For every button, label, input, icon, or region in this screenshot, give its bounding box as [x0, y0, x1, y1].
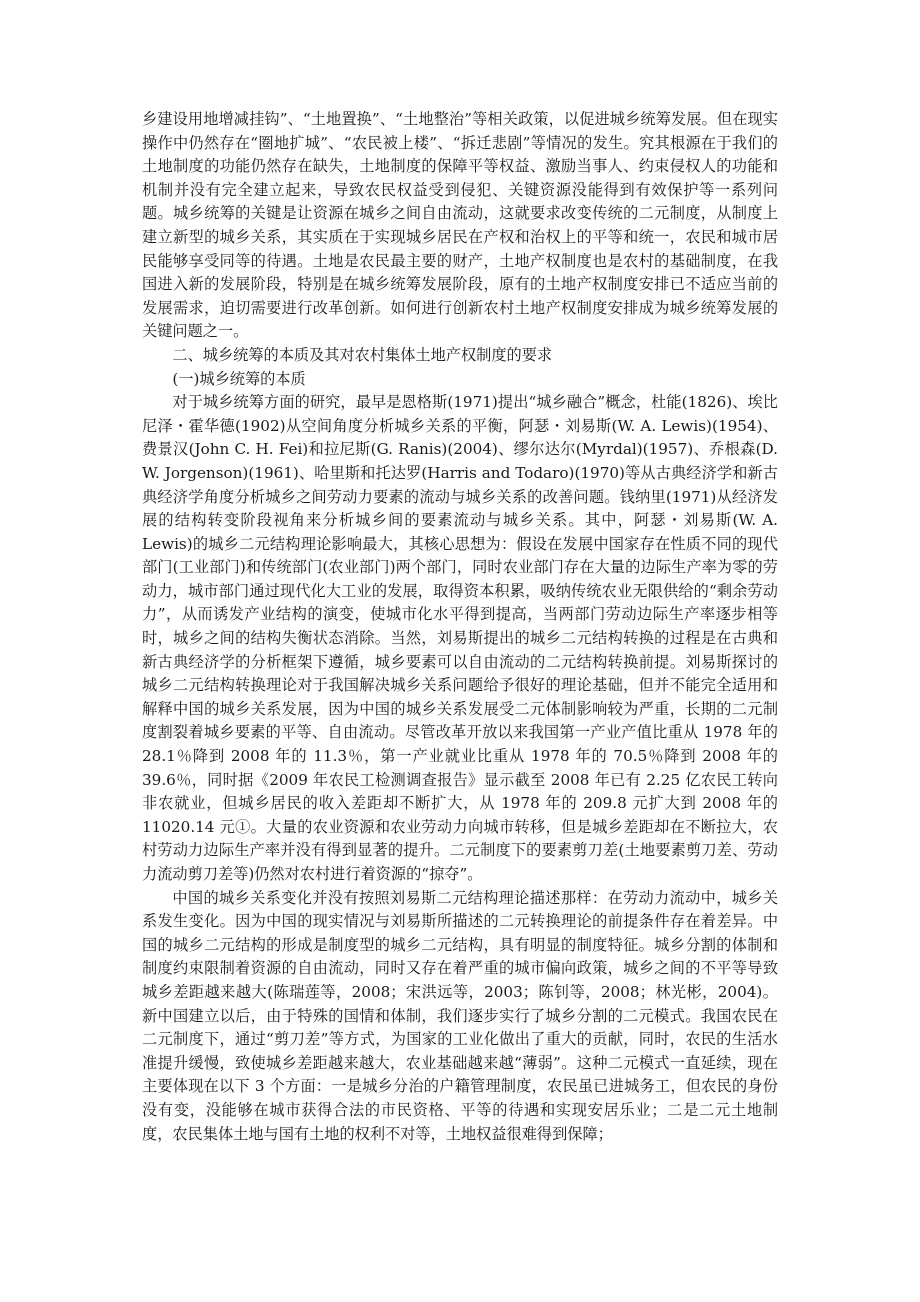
paragraph-research-review: 对于城乡统筹方面的研究，最早是恩格斯(1971)提出“城乡融合”概念，杜能(1826)、埃比尼泽・霍华德(1902)从空间角度分析城乡关系的平衡，阿瑟・刘易斯(W. A. Lewis)(1954)、费景汉(John C. H. Fei)和拉尼斯(G. Ranis)(2004)、缪尔达尔(Myrdal)(1957)、乔根森(D. W. Jorgenson)(1961)、哈里斯和托达罗(Harris and Todaro)(1970)等从古典经济学和新古典经济学角度分析城乡之间劳动力要素的流动与城乡关系的改善问题。钱纳里(1971)从经济发展的结构转变阶段视角来分析城乡间的要素流动与城乡关系。其中，阿瑟・刘易斯(W. A. Lewis)的城乡二元结构理论影响最大，其核心思想为：假设在发展中国家存在性质不同的现代部门(工业部门)和传统部门(农业部门)两个部门，同时农业部门存在大量的边际生产率为零的劳动力，城市部门通过现代化大工业的发展，取得资本积累，吸纳传统农业无限供给的“剩余劳动力”，从而诱发产业结构的演变，使城市化水平得到提高，当两部门劳动边际生产率逐步相等时，城乡之间的结构失衡状态消除。当然，刘易斯提出的城乡二元结构转换的过程是在古典和新古典经济学的分析框架下遵循，城乡要素可以自由流动的二元结构转换前提。刘易斯探讨的城乡二元结构转换理论对于我国解决城乡关系问题给予很好的理论基础，但并不能完全适用和解释中国的城乡关系发展，因为中国的城乡关系发展受二元体制影响较为严重，长期的二元制度割裂着城乡要素的平等、自由流动。尽管改革开放以来我国第一产业产值比重从 1978 年的 28.1％降到 2008 年的 11.3％，第一产业就业比重从 1978 年的 70.5％降到 2008 年的 39.6％，同时据《2009 年农民工检测调查报告》显示截至 2008 年已有 2.25 亿农民工转向非农就业，但城乡居民的收入差距却不断扩大，从 1978 年的 209.8 元扩大到 2008 年的 11020.14 元①。大量的农业资源和农业劳动力向城市转移，但是城乡差距却在不断拉大，农村劳动力边际生产率并没有得到显著的提升。二元制度下的要素剪刀差(土地要素剪刀差、劳动力流动剪刀差等)仍然对农村进行着资源的“掠夺”。 — [142, 393, 778, 883]
paragraph-continuation: 乡建设用地增减挂钩”、“土地置换”、“土地整治”等相关政策，以促进城乡统筹发展。但在现实操作中仍然存在“圈地扩城”、“农民被上楼”、“拆迁悲剧”等情况的发生。究其根源在于我们的土地制度的功能仍然存在缺失，土地制度的保障平等权益、激励当事人、约束侵权人的功能和机制并没有完全建立起来，导致农民权益受到侵犯、关键资源没能得到有效保护等一系列问题。城乡统筹的关键是让资源在城乡之间自由流动，这就要求改变传统的二元制度，从制度上建立新型的城乡关系，其实质在于实现城乡居民在产权和治权上的平等和统一，农民和城市居民能够享受同等的待遇。土地是农民最主要的财产，土地产权制度也是农村的基础制度，在我国进入新的发展阶段，特别是在城乡统筹发展阶段，原有的土地产权制度安排已不适应当前的发展需求，迫切需要进行改革创新。如何进行创新农村土地产权制度安排成为城乡统筹发展的关键问题之一。 — [142, 110, 778, 341]
paragraph-china-urban-rural: 中国的城乡关系变化并没有按照刘易斯二元结构理论描述那样：在劳动力流动中，城乡关系发生变化。因为中国的现实情况与刘易斯所描述的二元转换理论的前提条件存在着差异。中国的城乡二元结构的形成是制度型的城乡二元结构，具有明显的制度特征。城乡分割的体制和制度约束限制着资源的自由流动，同时又存在着严重的城市偏向政策，城乡之间的不平等导致城乡差距越来越大(陈瑞莲等，2008；宋洪远等，2003；陈钊等，2008；林光彬，2004)。新中国建立以后，由于特殊的国情和体制，我们逐步实行了城乡分割的二元模式。我国农民在二元制度下，通过“剪刀差”等方式，为国家的工业化做出了重大的贡献，同时，农民的生活水准提升缓慢，致使城乡差距越来越大，农业基础越来越“薄弱”。这种二元模式一直延续，现在主要体现在以下 3 个方面：一是城乡分治的户籍管理制度，农民虽已进城务工，但农民的身份没有变，没能够在城市获得合法的市民资格、平等的待遇和实现安居乐业；二是二元土地制度，农民集体土地与国有土地的权利不对等，土地权益很难得到保障； — [142, 888, 778, 1143]
document-body — [142, 108, 778, 1146]
subsection-heading: (一)城乡统筹的本质 — [172, 369, 306, 388]
section-heading: 二、城乡统筹的本质及其对农村集体土地产权制度的要求 — [172, 345, 553, 364]
